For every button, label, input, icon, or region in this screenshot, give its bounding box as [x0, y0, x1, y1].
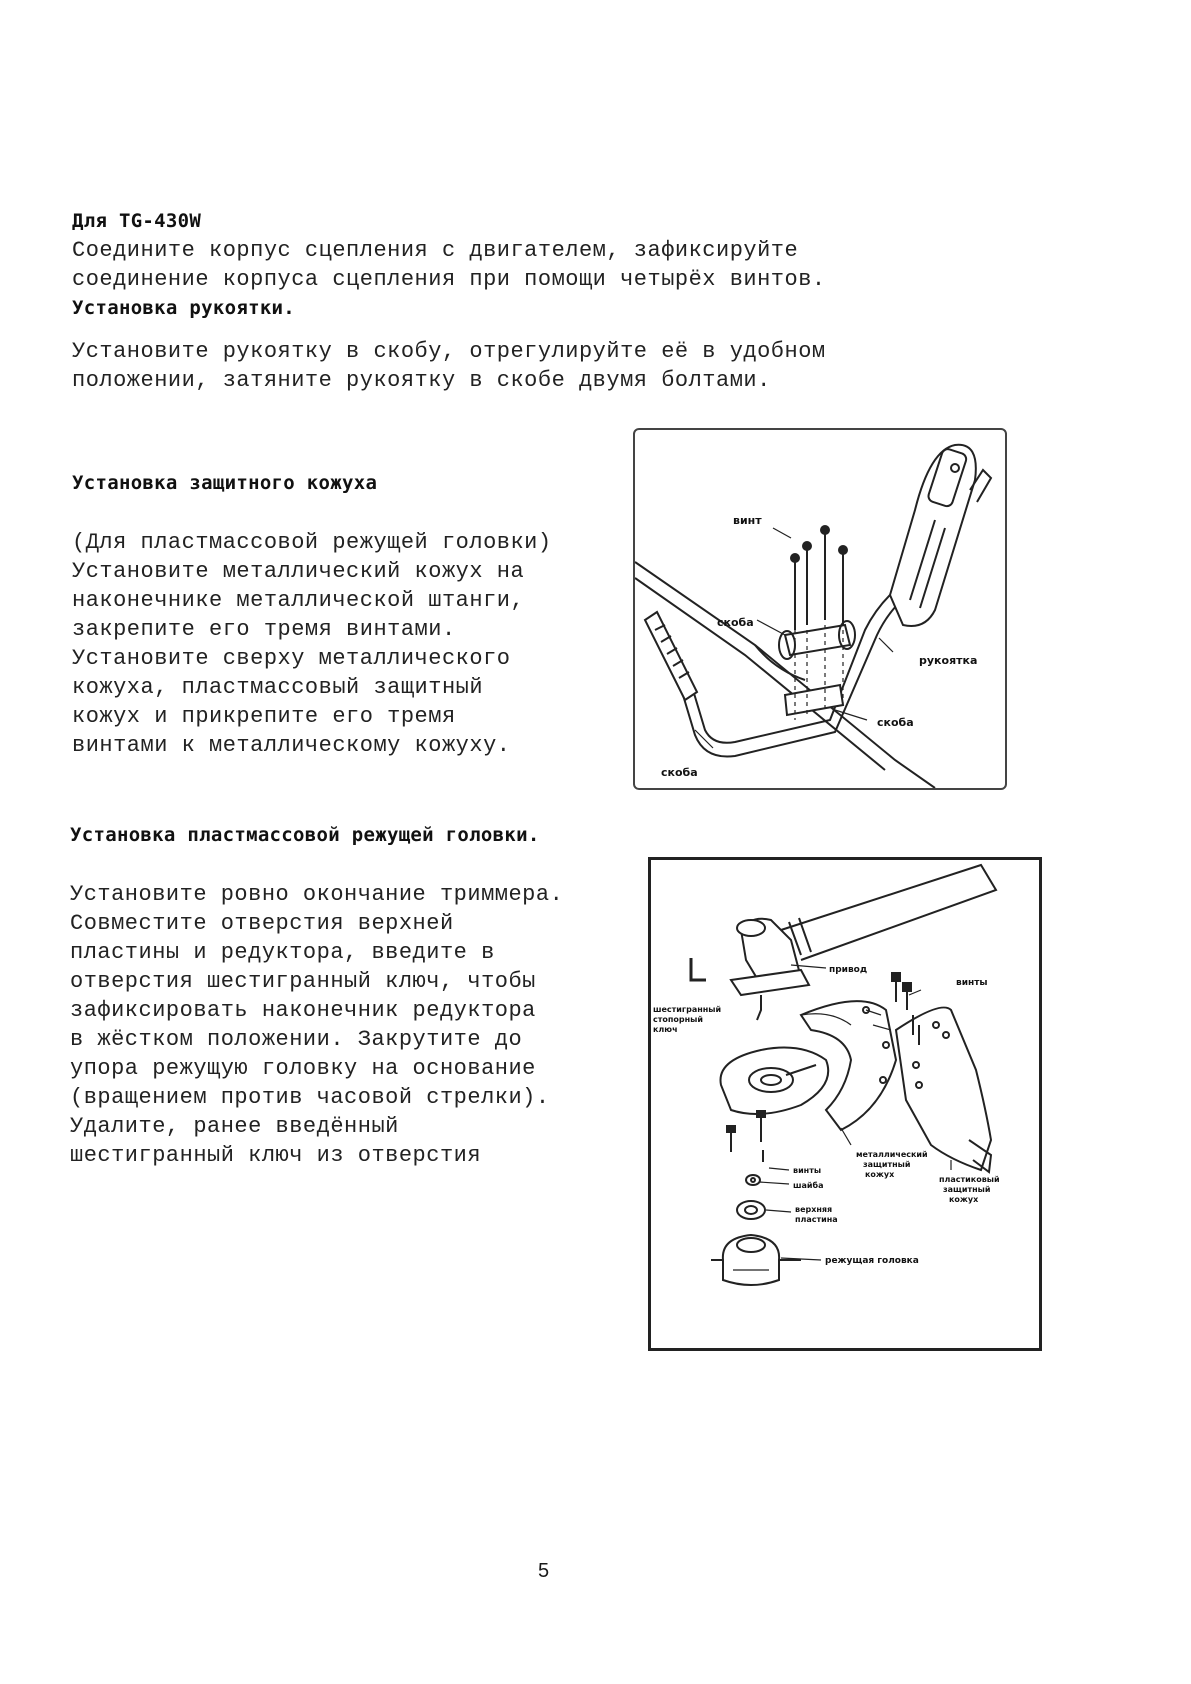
label-rukoyatka: рукоятка: [919, 654, 978, 667]
label-vinty-top: винты: [956, 978, 988, 988]
paragraph-line: зафиксировать наконечник редуктора: [70, 998, 536, 1023]
label-privod: привод: [829, 965, 868, 975]
paragraph-line: Удалите, ранее введённый: [70, 1114, 399, 1139]
paragraph-line: Совместите отверстия верхней: [70, 911, 454, 936]
paragraph-line: кожуха, пластмассовый защитный: [72, 675, 484, 700]
label-vinty-bottom: винты: [793, 1166, 822, 1175]
paragraph-line: отверстия шестигранный ключ, чтобы: [70, 969, 536, 994]
label-shaiba: шайба: [793, 1181, 824, 1190]
label-skoba-right: скоба: [877, 716, 914, 729]
handle-install-drawing: [635, 430, 1005, 788]
paragraph-line: кожух и прикрепите его тремя: [72, 704, 456, 729]
label-cutting-head: режущая головка: [825, 1256, 919, 1266]
paragraph-line: Соедините корпус сцепления с двигателем, зафиксируйте: [72, 238, 799, 263]
label-hex-key-line1: шестигранный: [653, 1005, 722, 1014]
paragraph-line: пластины и редуктора, введите в: [70, 940, 495, 965]
heading-cutting-head-install: Установка пластмассовой режущей головки.: [70, 824, 540, 846]
paragraph-line: соединение корпуса сцепления при помощи четырёх винтов.: [72, 267, 826, 292]
label-hex-key-line2: стопорный: [653, 1015, 703, 1024]
label-metal-guard-line3: кожух: [865, 1170, 895, 1179]
paragraph-line: Установите рукоятку в скобу, отрегулируйте её в удобном: [72, 339, 826, 364]
paragraph-line: Установите сверху металлического: [72, 646, 511, 671]
label-vint: винт: [733, 514, 762, 527]
paragraph-line: винтами к металлическому кожуху.: [72, 733, 511, 758]
heading-handle-install: Установка рукоятки.: [72, 297, 296, 319]
paragraph-line: (Для пластмассовой режущей головки): [72, 530, 552, 555]
label-plastic-guard-line1: пластиковый: [939, 1175, 1000, 1184]
paragraph-line: Установите ровно окончание триммера.: [70, 882, 564, 907]
cutting-head-drawing: [651, 860, 1039, 1348]
label-hex-key-line3: ключ: [653, 1025, 678, 1034]
paragraph-line: (вращением против часовой стрелки).: [70, 1085, 550, 1110]
paragraph-line: в жёстком положении. Закрутите до: [70, 1027, 523, 1052]
heading-guard-install: Установка защитного кожуха: [72, 472, 378, 494]
cutting-head-figure: [648, 857, 1042, 1351]
paragraph-line: упора режущую головку на основание: [70, 1056, 536, 1081]
paragraph-line: положении, затяните рукоятку в скобе двумя болтами.: [72, 368, 771, 393]
paragraph-line: наконечнике металлической штанги,: [72, 588, 525, 613]
label-plastic-guard-line2: защитный: [943, 1185, 991, 1194]
label-skoba-bottom: скоба: [661, 766, 698, 779]
heading-tg430w: Для TG-430W: [72, 210, 202, 232]
label-skoba-top: скоба: [717, 616, 754, 629]
page-number: 5: [538, 1560, 550, 1582]
label-metal-guard-line2: защитный: [863, 1160, 911, 1169]
label-metal-guard-line1: металлический: [856, 1150, 928, 1159]
paragraph-line: закрепите его тремя винтами.: [72, 617, 456, 642]
label-plastic-guard-line3: кожух: [949, 1195, 979, 1204]
paragraph-line: шестигранный ключ из отверстия: [70, 1143, 482, 1168]
handle-install-figure: [633, 428, 1007, 790]
paragraph-line: Установите металлический кожух на: [72, 559, 525, 584]
label-upper-plate-line1: верхняя: [795, 1205, 833, 1214]
label-upper-plate-line2: пластина: [795, 1215, 838, 1224]
